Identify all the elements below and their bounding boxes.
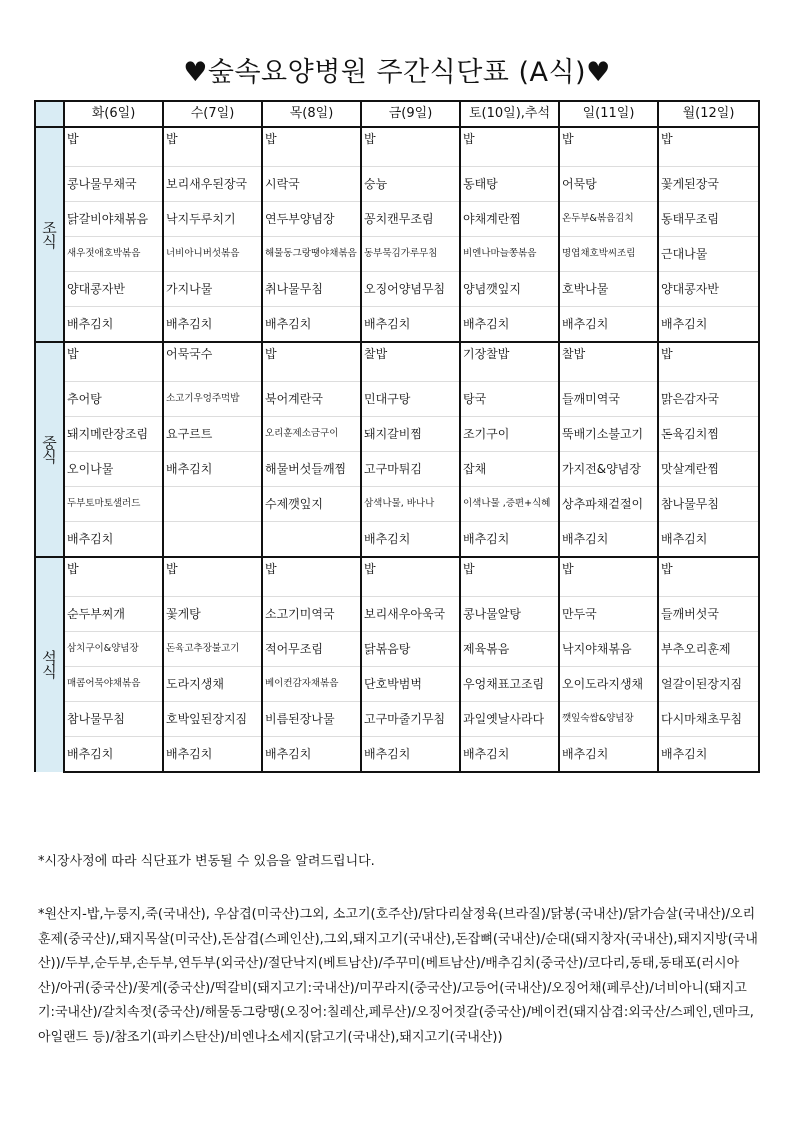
meal-label: 석 식	[35, 557, 64, 772]
menu-item: 오이도라지생채	[559, 667, 658, 702]
menu-item: 오이나물	[64, 452, 163, 487]
menu-item: 배추김치	[361, 307, 460, 343]
menu-item: 조기구이	[460, 417, 559, 452]
menu-item: 북어계란국	[262, 382, 361, 417]
menu-item: 근대나물	[658, 237, 759, 272]
menu-item: 소고기우엉주먹밥	[163, 382, 262, 417]
menu-item: 낙지두루치기	[163, 202, 262, 237]
menu-item: 가지나물	[163, 272, 262, 307]
menu-item: 너비아니버섯볶음	[163, 237, 262, 272]
menu-item: 밥	[64, 342, 163, 382]
menu-item: 오리훈제소금구이	[262, 417, 361, 452]
menu-item: 매콤어묵야채볶음	[64, 667, 163, 702]
menu-item: 적어무조림	[262, 632, 361, 667]
menu-item: 들깨미역국	[559, 382, 658, 417]
menu-row	[35, 632, 759, 667]
day-header: 금(9일)	[361, 101, 460, 127]
menu-item: 맑은감자국	[658, 382, 759, 417]
menu-item: 제육볶음	[460, 632, 559, 667]
weekly-menu-table	[34, 100, 760, 773]
menu-item: 추어탕	[64, 382, 163, 417]
menu-item: 동부묵김가루무침	[361, 237, 460, 272]
menu-item: 밥	[262, 342, 361, 382]
menu-item	[163, 522, 262, 558]
day-header: 화(6일)	[64, 101, 163, 127]
menu-item: 도라지생채	[163, 667, 262, 702]
menu-item: 다시마채초무침	[658, 702, 759, 737]
menu-item: 상추파채겉절이	[559, 487, 658, 522]
menu-item: 순두부찌개	[64, 597, 163, 632]
menu-item: 밥	[460, 127, 559, 167]
day-header: 일(11일)	[559, 101, 658, 127]
day-header: 월(12일)	[658, 101, 759, 127]
menu-item: 비름된장나물	[262, 702, 361, 737]
menu-row	[35, 452, 759, 487]
menu-item: 배추김치	[163, 737, 262, 773]
menu-row	[35, 382, 759, 417]
menu-item: 밥	[460, 557, 559, 597]
menu-item: 두부토마토샐러드	[64, 487, 163, 522]
menu-item: 소고기미역국	[262, 597, 361, 632]
menu-item: 가지전&양념장	[559, 452, 658, 487]
menu-item: 배추김치	[460, 307, 559, 343]
menu-row	[35, 167, 759, 202]
menu-item: 보리새우된장국	[163, 167, 262, 202]
menu-item: 동태무조림	[658, 202, 759, 237]
menu-item: 밥	[262, 557, 361, 597]
menu-item: 배추김치	[64, 522, 163, 558]
page-title: ♥숲속요양병원 주간식단표 (A식)♥	[183, 57, 611, 88]
menu-item: 비엔나마늘쫑볶음	[460, 237, 559, 272]
origin-notice: *원산지-밥,누룽지,죽(국내산), 우삼겹(미국산)그외, 소고기(호주산)/닭다리살정육(브라질)/닭봉(국내산)/닭가슴살(국내산)/오리훈제(중국산)/,돼지목살(미국산),돈삼겹(스페인산),그외,돼지고기(국내산),돈잡뼈(국내산)/순대(돼지창자(국내산),돼지지방(국내산))/두부,순두부,손두부,연두부(외국산)/절단낙지(베트남산)/주꾸미(베트남산)/배추김치(중국산)/코다리,동태,동태포(러시아산)/아귀(중국산)/꽃게(중국산)/떡갈비(돼지고기:국내산)/미꾸라지(중국산)/고등어(국내산)/오징어채(페루산)/너비아니(돼지고기:국내산)/갈치속젓(중국산)/해물동그랑땡(오징어:칠레산,페루산)/오징어젓갈(중국산)/베이컨(돼지삼겹:외국산/스페인,덴마크,아일랜드 등)/참조기(파키스탄산)/비엔나소세지(닭고기(국내산),돼지고기(국내산))	[38, 907, 758, 1045]
menu-item	[262, 522, 361, 558]
menu-item: 배추김치	[361, 522, 460, 558]
menu-item: 밥	[559, 557, 658, 597]
menu-item: 배추김치	[658, 522, 759, 558]
menu-item: 이색나물 ,증편+식혜	[460, 487, 559, 522]
menu-item: 숭늉	[361, 167, 460, 202]
menu-item: 닭볶음탕	[361, 632, 460, 667]
menu-row	[35, 737, 759, 773]
menu-item: 연두부양념장	[262, 202, 361, 237]
menu-item: 배추김치	[658, 307, 759, 343]
menu-item: 탕국	[460, 382, 559, 417]
menu-item: 취나물무침	[262, 272, 361, 307]
menu-item: 콩나물알탕	[460, 597, 559, 632]
menu-item: 배추김치	[64, 307, 163, 343]
menu-row	[35, 557, 759, 597]
day-header: 토(10일),추석	[460, 101, 559, 127]
menu-item: 잡채	[460, 452, 559, 487]
menu-item: 기장찰밥	[460, 342, 559, 382]
menu-item: 배추김치	[658, 737, 759, 773]
menu-row	[35, 237, 759, 272]
menu-item: 밥	[163, 557, 262, 597]
menu-item: 민대구탕	[361, 382, 460, 417]
menu-row	[35, 522, 759, 558]
menu-item: 배추김치	[163, 452, 262, 487]
menu-row	[35, 127, 759, 167]
menu-item: 밥	[658, 342, 759, 382]
menu-item: 돼지메란장조림	[64, 417, 163, 452]
menu-item: 삼색나물, 바나나	[361, 487, 460, 522]
menu-item: 삼치구이&양념장	[64, 632, 163, 667]
market-notice: *시장사정에 따라 식단표가 변동될 수 있음을 알려드립니다.	[38, 854, 375, 869]
menu-item: 부추오리훈제	[658, 632, 759, 667]
menu-item: 어묵탕	[559, 167, 658, 202]
menu-item: 고구마튀김	[361, 452, 460, 487]
menu-item: 해물버섯들깨찜	[262, 452, 361, 487]
menu-item: 돈육고추장불고기	[163, 632, 262, 667]
menu-item: 밥	[163, 127, 262, 167]
menu-item: 찰밥	[361, 342, 460, 382]
menu-item: 양대콩자반	[64, 272, 163, 307]
menu-item: 어묵국수	[163, 342, 262, 382]
menu-item: 돈육김치찜	[658, 417, 759, 452]
menu-item: 밥	[361, 127, 460, 167]
menu-item: 배추김치	[460, 737, 559, 773]
menu-item: 밥	[64, 127, 163, 167]
menu-item: 참나물무침	[658, 487, 759, 522]
menu-item: 과일옛날사라다	[460, 702, 559, 737]
menu-body	[35, 127, 759, 772]
menu-row	[35, 702, 759, 737]
menu-item: 동태탕	[460, 167, 559, 202]
menu-item: 배추김치	[163, 307, 262, 343]
menu-item: 우엉채표고조림	[460, 667, 559, 702]
menu-item: 배추김치	[460, 522, 559, 558]
menu-item: 해물동그랑땡야채볶음	[262, 237, 361, 272]
menu-item: 맛살계란찜	[658, 452, 759, 487]
menu-item: 온두부&볶음김치	[559, 202, 658, 237]
menu-item: 보리새우아욱국	[361, 597, 460, 632]
menu-row	[35, 342, 759, 382]
menu-item: 낙지야채볶음	[559, 632, 658, 667]
menu-item: 명엽채호박씨조림	[559, 237, 658, 272]
day-header: 목(8일)	[262, 101, 361, 127]
menu-row	[35, 272, 759, 307]
menu-item: 베이컨감자채볶음	[262, 667, 361, 702]
menu-item: 깻잎숙쌈&양념장	[559, 702, 658, 737]
menu-item: 얼갈이된장지짐	[658, 667, 759, 702]
menu-row	[35, 417, 759, 452]
menu-item: 들깨버섯국	[658, 597, 759, 632]
day-header-row	[35, 101, 759, 127]
menu-item: 배추김치	[559, 307, 658, 343]
menu-item: 배추김치	[64, 737, 163, 773]
menu-item: 닭갈비야채볶음	[64, 202, 163, 237]
menu-item: 참나물무침	[64, 702, 163, 737]
menu-item: 배추김치	[262, 737, 361, 773]
menu-item: 뚝배기소불고기	[559, 417, 658, 452]
menu-item: 호박잎된장지짐	[163, 702, 262, 737]
menu-item: 배추김치	[361, 737, 460, 773]
menu-row	[35, 667, 759, 702]
menu-row	[35, 307, 759, 343]
menu-item: 밥	[361, 557, 460, 597]
menu-item: 배추김치	[262, 307, 361, 343]
menu-item: 꽃게된장국	[658, 167, 759, 202]
menu-item: 요구르트	[163, 417, 262, 452]
menu-item: 만두국	[559, 597, 658, 632]
day-header: 수(7일)	[163, 101, 262, 127]
menu-item: 돼지갈비찜	[361, 417, 460, 452]
menu-item: 콩나물무채국	[64, 167, 163, 202]
menu-item: 단호박범벅	[361, 667, 460, 702]
menu-row	[35, 202, 759, 237]
menu-item: 고구마줄기무침	[361, 702, 460, 737]
menu-item: 꽃게탕	[163, 597, 262, 632]
menu-item: 새우젓애호박볶음	[64, 237, 163, 272]
menu-item: 야채계란찜	[460, 202, 559, 237]
menu-item: 밥	[658, 557, 759, 597]
menu-item: 호박나물	[559, 272, 658, 307]
menu-item: 수제깻잎지	[262, 487, 361, 522]
menu-item: 양대콩자반	[658, 272, 759, 307]
meal-label: 중 식	[35, 342, 64, 557]
menu-item: 꽁치캔무조림	[361, 202, 460, 237]
menu-item: 밥	[658, 127, 759, 167]
menu-row	[35, 487, 759, 522]
menu-item: 밥	[64, 557, 163, 597]
menu-item: 찰밥	[559, 342, 658, 382]
menu-row	[35, 597, 759, 632]
menu-item: 시락국	[262, 167, 361, 202]
menu-item: 오징어양념무침	[361, 272, 460, 307]
menu-item: 밥	[559, 127, 658, 167]
corner-cell	[35, 101, 64, 127]
menu-item: 배추김치	[559, 522, 658, 558]
menu-item	[163, 487, 262, 522]
meal-label: 조 식	[35, 127, 64, 342]
menu-item: 양념깻잎지	[460, 272, 559, 307]
menu-item: 밥	[262, 127, 361, 167]
menu-item: 배추김치	[559, 737, 658, 773]
